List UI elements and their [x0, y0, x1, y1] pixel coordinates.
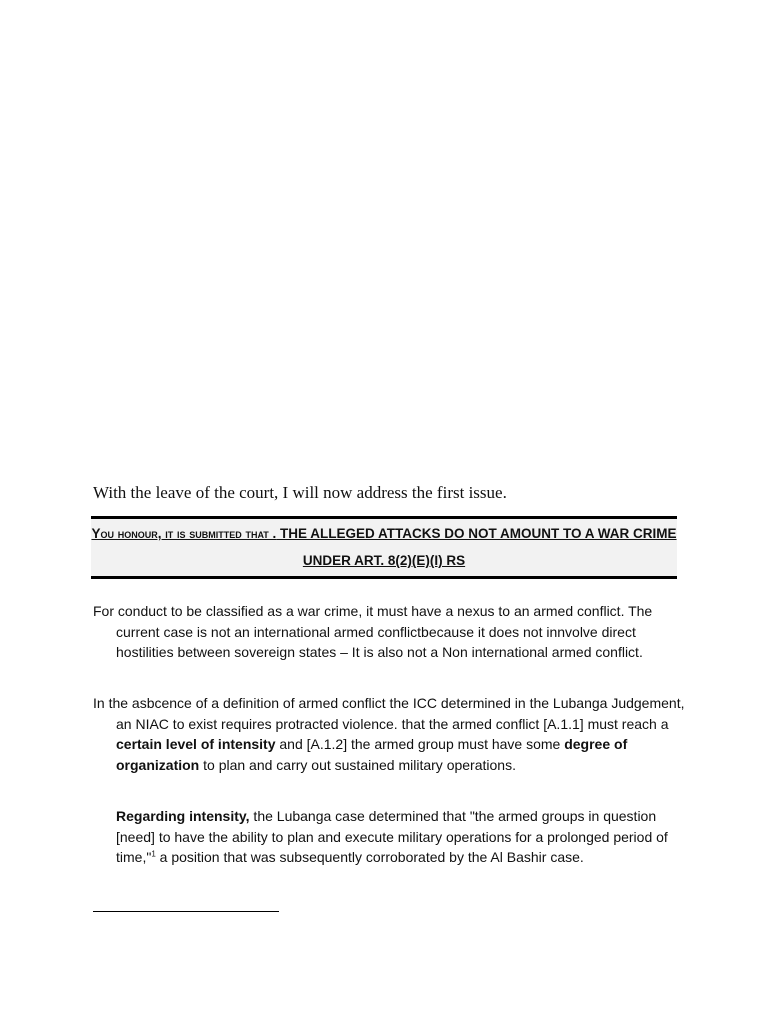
paragraph-definition-text-a: In the asbcence of a definition of armed conflict the ICC determined in the Lubanga Judgement, an NIAC to exist requires protracted violence. that the armed conflict [A.1.1] must reach a	[93, 695, 685, 732]
bold-organization: degree of organization	[116, 736, 628, 773]
intro-sentence: With the leave of the court, I will now address the first issue.	[93, 483, 507, 502]
paragraph-definition-text-e: to plan and carry out sustained military operations.	[199, 756, 516, 773]
paragraph-intensity	[116, 806, 669, 868]
paragraph-intensity-text-c: a position that was subsequently corroborated by the Al Bashir case.	[155, 849, 584, 865]
heading-main: THE ALLEGED ATTACKS DO NOT AMOUNT TO A WAR CRIME UNDER ART. 8(2)(E)(I) RS	[276, 526, 677, 568]
issue-heading	[91, 516, 677, 579]
paragraph-definition-text-c: and [A.1.2] the armed group must have some	[275, 736, 565, 752]
footnote-reference[interactable]: 1	[151, 849, 156, 859]
paragraph-nexus: For conduct to be classified as a war crime, it must have a nexus to an armed conflict. The current case is not an international armed conflictbecause it does not innvolve direct hostilities between sovereign states – It is also not a Non international armed conflict.	[93, 603, 653, 660]
footnote-separator	[93, 911, 279, 912]
bold-intensity: certain level of intensity	[116, 736, 276, 752]
heading-lead: You honour, it is submitted that .	[91, 526, 277, 541]
bold-regarding-intensity: Regarding intensity,	[116, 808, 250, 824]
paragraph-definition	[93, 693, 692, 775]
paragraph-intensity-text-b: the Lubanga case determined that "the armed groups in question [need] to have the ability to plan and execute military operations for a prolonged period of time,"	[116, 808, 668, 865]
